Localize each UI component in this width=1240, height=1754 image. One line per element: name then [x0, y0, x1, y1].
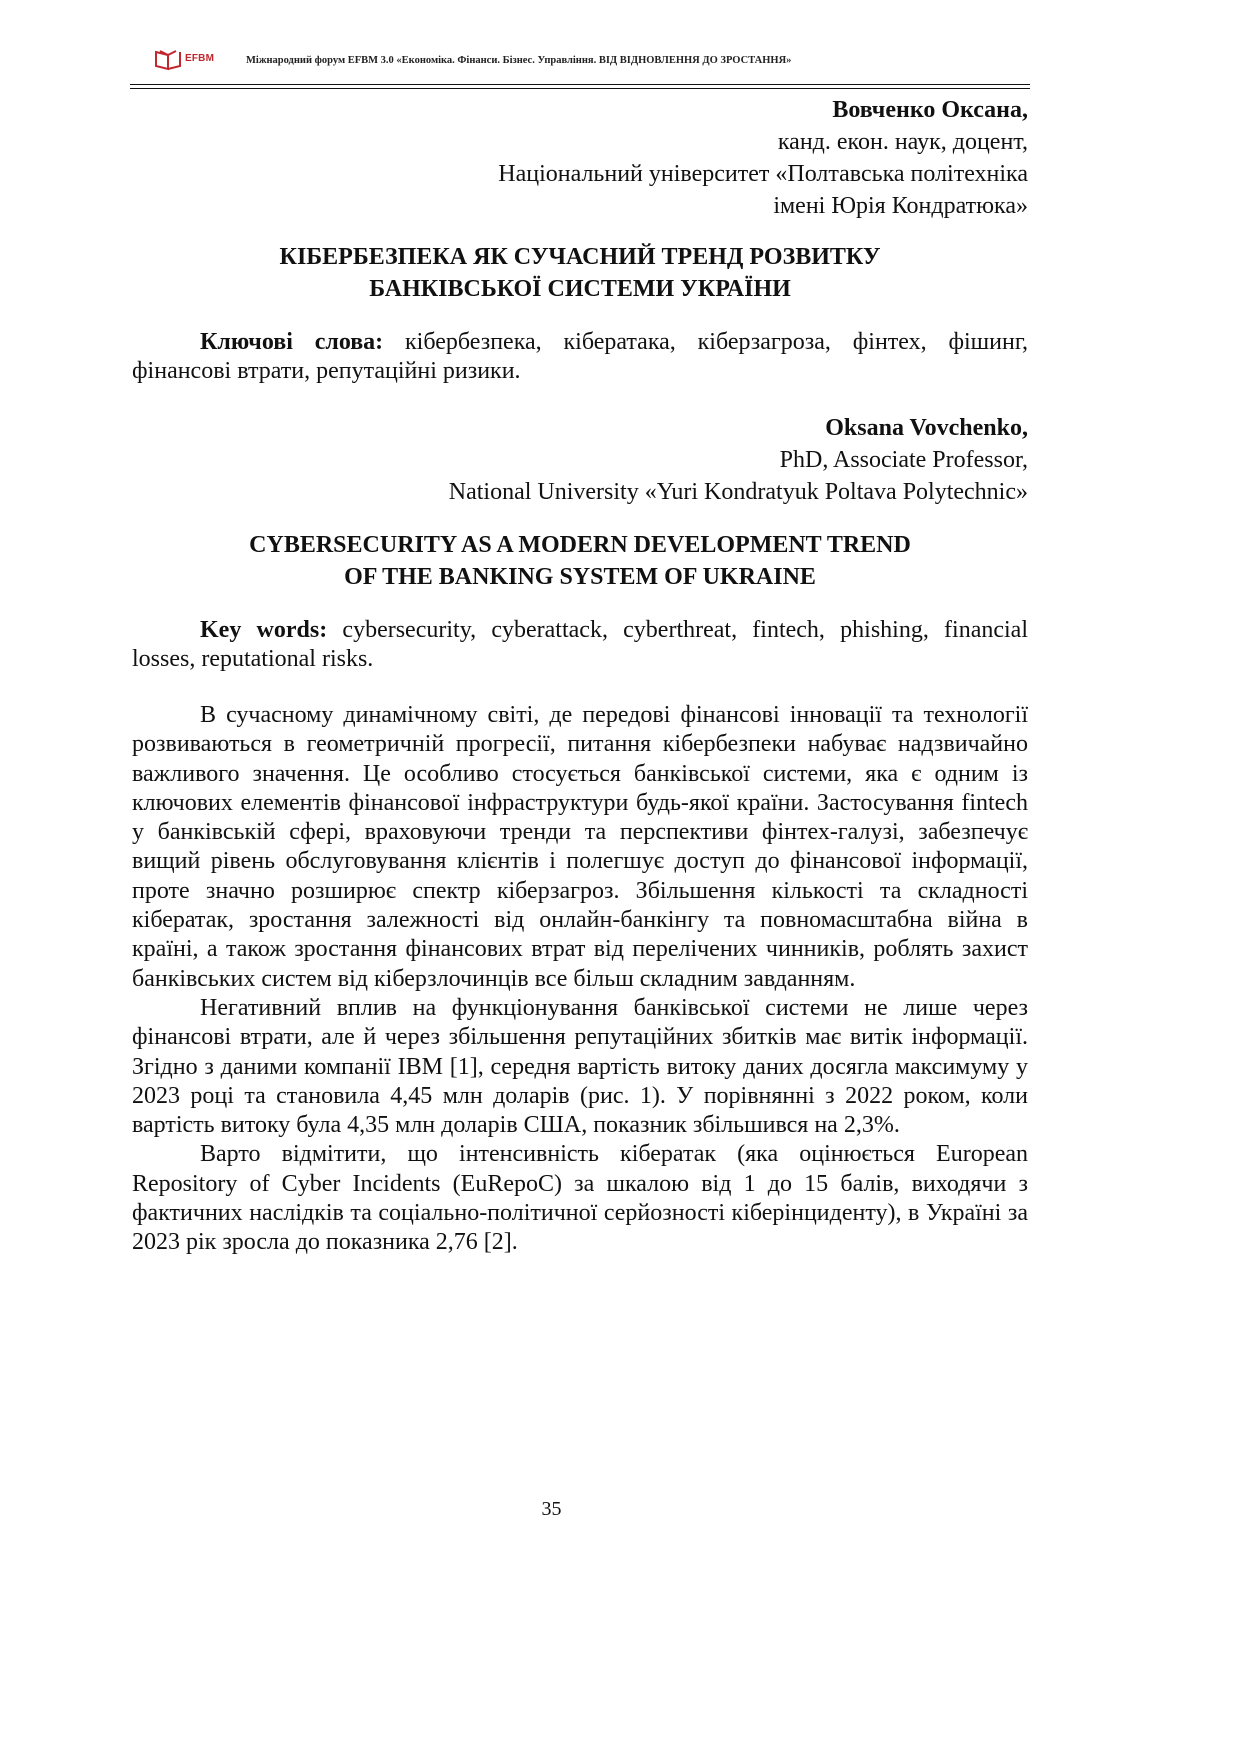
efbm-logo: [154, 48, 224, 74]
author-degree-ua: канд. екон. наук, доцент,: [777, 129, 1028, 155]
author-block-en: [132, 412, 1028, 508]
title-en-line2: OF THE BANKING SYSTEM OF UKRAINE: [344, 564, 816, 590]
keywords-ua-text: кібербезпека, кібератака, кіберзагроза, фінтех, фішинг, фінансові втрати, репутаційні ризики.: [132, 329, 1028, 385]
author-name-ua: Вовченко Оксана,: [832, 97, 1028, 123]
author-name-en: Oksana Vovchenko,: [825, 415, 1028, 441]
title-en-line1: CYBERSECURITY AS A MODERN DEVELOPMENT TREND: [249, 532, 911, 558]
title-ua-line2: БАНКІВСЬКОЇ СИСТЕМИ УКРАЇНИ: [369, 276, 791, 302]
author-degree-en: PhD, Associate Professor,: [779, 447, 1028, 473]
author-affiliation-en: National University «Yuri Kondratyuk Poltava Polytechnic»: [448, 479, 1028, 505]
header-rule-bottom: [130, 88, 1030, 89]
body-paragraph-3: Варто відмітити, що інтенсивність кібератак (яка оцінюється European Repository of Cyber Incidents (EuRepoC) за шкалою від 1 до 15 балів, виходячи з фактичних наслідків та соціально-політичної серйозності кіберінциденту), в Україні за 2023 рік зросла до показника 2,76 [2].: [132, 1141, 1028, 1256]
keywords-en-text: cybersecurity, cyberattack, cyberthreat, fintech, phishing, financial losses, reputational risks.: [132, 617, 1028, 673]
book-logo-icon: [154, 48, 184, 72]
keywords-ua-label: Ключові слова:: [200, 329, 384, 355]
keywords-en-label: Key words:: [200, 617, 328, 643]
logo-text: EFBM: [185, 53, 215, 64]
author-affiliation-ua-2: імені Юрія Кондратюка»: [773, 193, 1028, 219]
title-ua-line1: КІБЕРБЕЗПЕКА ЯК СУЧАСНИЙ ТРЕНД РОЗВИТКУ: [279, 244, 881, 270]
author-block-ua: [132, 94, 1028, 222]
body-paragraph-1: В сучасному динамічному світі, де передові фінансові інновації та технології розвиваються в геометричній прогресії, питання кібербезпеки набуває надзвичайно важливого значення. Це особливо стосується банківської системи, яка є одним із ключових елементів фінансової інфраструктури будь-якої країни. Застосування fintech у банківській сфері, враховуючи тренди та перспективи фінтех-галузі, забезпечує вищий рівень обслуговування клієнтів і полегшує доступ до фінансової інформації, проте значно розширює спектр кіберзагроз. Збільшення кількості та складності кібератак, зростання залежності від онлайн-банкінгу та повномасштабна війна в країні, а також зростання фінансових втрат від перелічених чинників, роблять захист банківських систем від кіберзлочинців все більш складним завданням.: [132, 702, 1028, 992]
title-ua: [132, 241, 1028, 305]
body-paragraph-2: Негативний вплив на функціонування банківської системи не лише через фінансові втрати, але й через збільшення репутаційних збитків має витік інформації. Згідно з даними компанії IBM [1], середня вартість витоку даних досягла максимуму у 2023 році та становила 4,45 млн доларів (рис. 1). У порівнянні з 2022 роком, коли вартість витоку була 4,35 млн доларів США, показник збільшився на 2,3%.: [132, 994, 1028, 1139]
body-text: [132, 701, 1028, 1258]
page-number: 35: [541, 1498, 562, 1520]
author-affiliation-ua-1: Національний університет «Полтавська політехніка: [498, 161, 1028, 187]
title-en: [132, 529, 1028, 593]
header-rule-top: [130, 84, 1030, 85]
keywords-en: [132, 616, 1028, 675]
forum-title: Міжнародний форум EFBM 3.0 «Економіка. Фінанси. Бізнес. Управління. ВІД ВІДНОВЛЕННЯ ДО ЗРОСТАННЯ»: [246, 55, 792, 66]
keywords-ua: [132, 328, 1028, 387]
page-header: [130, 44, 1030, 86]
